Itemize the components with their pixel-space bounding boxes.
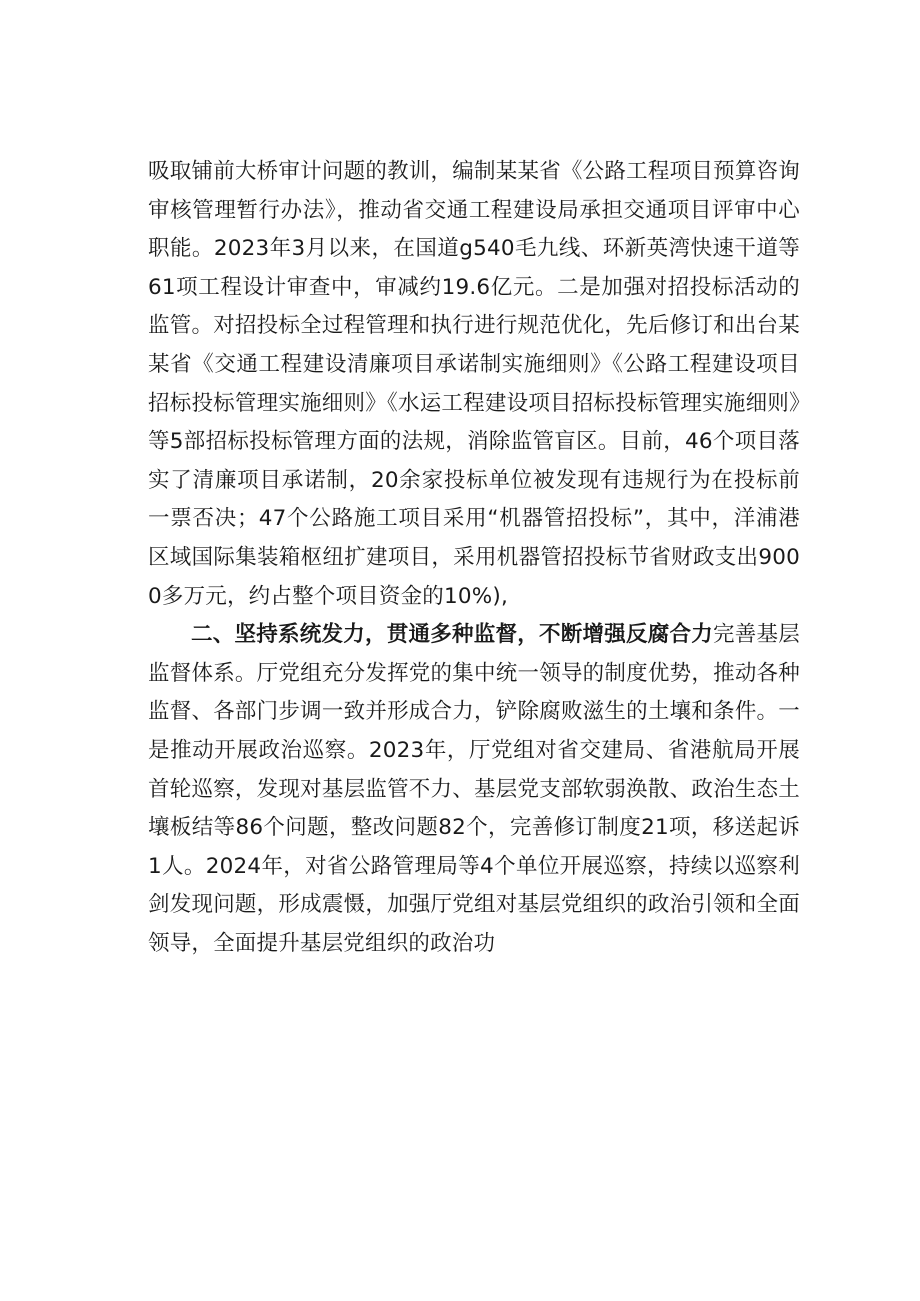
document-body: [148, 153, 800, 963]
paragraph-1-text: 吸取铺前大桥审计问题的教训，编制某某省《公路工程项目预算咨询审核管理暂行办法》，推动省交通工程建设局承担交通项目评审中心职能。2023年3月以来，在国道g540毛九线、环新英湾快速干道等61项工程设计审查中，审减约19.6亿元。二是加强对招投标活动的监管。对招投标全过程管理和执行进行规范优化，先后修订和出台某某省《交通工程建设清廉项目承诺制实施细则》《公路工程建设项目招标投标管理实施细则》《水运工程建设项目招标投标管理实施细则》等5部招标投标管理方面的法规，消除监管盲区。目前，46个项目落实了清廉项目承诺制，20余家投标单位被发现有违规行为在投标前一票否决；47个公路施工项目采用“机器管招投标”，其中，洋浦港区域国际集装箱枢纽扩建项目，采用机器管招投标节省财政支出9000多万元，约占整个项目资金的10%),: [148, 159, 800, 609]
section-heading: 二、坚持系统发力，贯通多种监督，不断增强反腐合力: [191, 622, 714, 648]
paragraph-2-text: 完善基层监督体系。厅党组充分发挥党的集中统一领导的制度优势，推动各种监督、各部门步调一致并形成合力，铲除腐败滋生的土壤和条件。一是推动开展政治巡察。2023年，厅党组对省交建局、省港航局开展首轮巡察，发现对基层监管不力、基层党支部软弱涣散、政治生态土壤板结等86个问题，整改问题82个，完善修订制度21项，移送起诉1人。2024年，对省公路管理局等4个单位开展巡察，持续以巡察利剑发现问题，形成震慑，加强厅党组对基层党组织的政治引领和全面领导，全面提升基层党组织的政治功: [148, 622, 800, 956]
paragraph-2: [148, 616, 800, 963]
paragraph-1: [148, 153, 800, 616]
